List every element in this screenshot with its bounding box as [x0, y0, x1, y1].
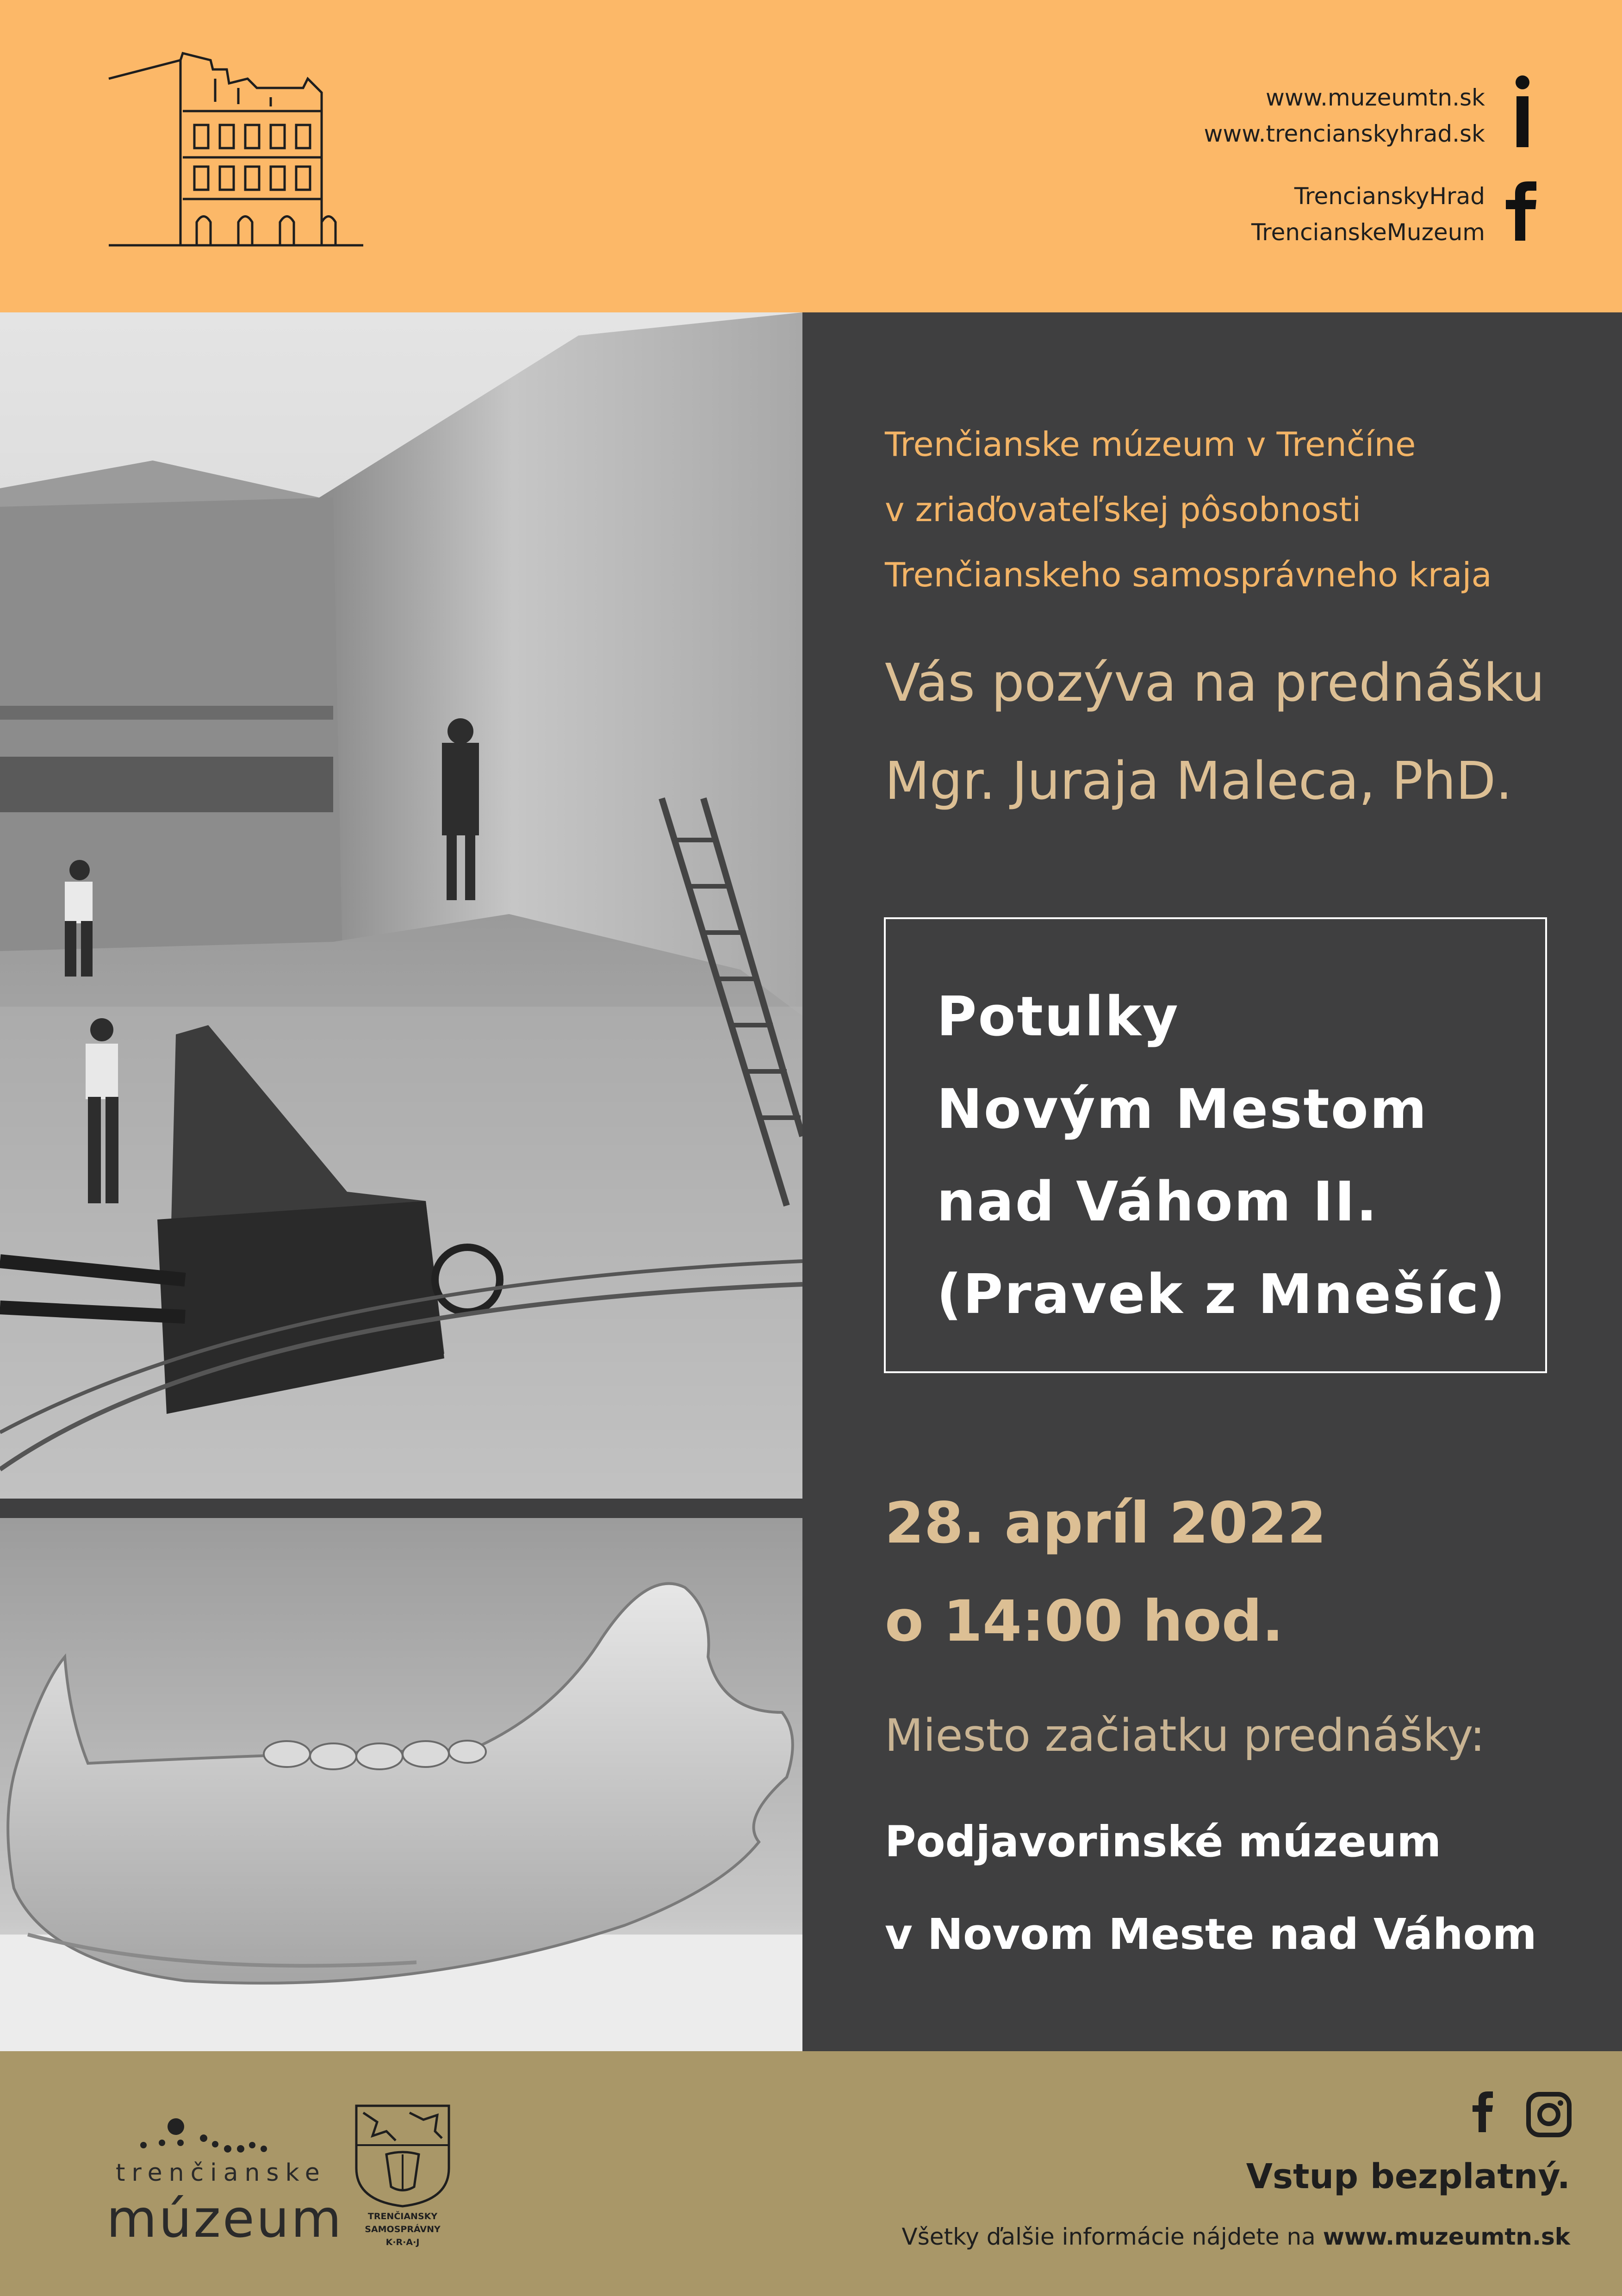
venue-line: Podjavorinské múzeum: [885, 1817, 1442, 1867]
museum-logo: [106, 2117, 343, 2249]
title-line: nad Váhom II.: [937, 1170, 1379, 1233]
jawbone-photo: [0, 1518, 802, 2051]
facebook-castle-link[interactable]: TrencianskyHrad: [1294, 183, 1485, 210]
more-info: [902, 2223, 1570, 2250]
info-icon: [1511, 74, 1534, 148]
intro-line: Trenčianskeho samosprávneho kraja: [885, 555, 1492, 594]
web-links: [1204, 80, 1485, 152]
region-crest: [354, 2103, 451, 2270]
footer-band: [0, 2051, 1622, 2296]
more-info-link[interactable]: www.muzeumtn.sk: [1323, 2223, 1570, 2250]
crest-caption: [354, 2210, 451, 2249]
crest-caption-line: SAMOSPRÁVNY: [365, 2224, 441, 2234]
website-link[interactable]: www.muzeumtn.sk: [1266, 84, 1485, 111]
crest-caption-line: K·R·A·J: [385, 2237, 420, 2247]
header-band: [0, 0, 1622, 312]
logo-word-small: trenčianske: [116, 2159, 326, 2187]
intro-line: Trenčianske múzeum v Trenčíne: [885, 425, 1416, 464]
castle-website-link[interactable]: www.trencianskyhrad.sk: [1204, 120, 1485, 147]
intro-line: v zriaďovateľskej pôsobnosti: [885, 490, 1361, 529]
admission-note: Vstup bezplatný.: [1246, 2157, 1570, 2196]
excavation-photo: [0, 312, 802, 1499]
crest-shield-icon: [354, 2103, 451, 2208]
invitation: [885, 634, 1545, 830]
logo-dots: [106, 2117, 324, 2164]
lecture-title-box: [884, 917, 1547, 1373]
event-datetime: [885, 1474, 1326, 1670]
venue-label: Miesto začiatku prednášky:: [885, 1710, 1485, 1761]
title-line: (Pravek z Mnešíc): [937, 1262, 1507, 1326]
logo-word-large: múzeum: [106, 2189, 343, 2249]
facebook-icon[interactable]: [1472, 2091, 1494, 2132]
castle-logo-icon: [104, 51, 368, 255]
event-time: o 14:00 hod.: [885, 1588, 1284, 1654]
organizer-intro: [885, 412, 1492, 608]
more-info-text: Všetky ďalšie informácie nájdete na: [901, 2223, 1323, 2250]
title-line: Novým Mestom: [937, 1077, 1428, 1141]
event-date: 28. apríl 2022: [885, 1490, 1327, 1556]
invite-line: Vás pozýva na prednášku: [885, 653, 1545, 713]
instagram-icon[interactable]: [1526, 2091, 1572, 2138]
crest-caption-line: TRENČIANSKY: [367, 2211, 438, 2221]
speaker-name: Mgr. Juraja Maleca, PhD.: [885, 751, 1512, 811]
venue-line: v Novom Meste nad Váhom: [885, 1910, 1537, 1959]
facebook-museum-link[interactable]: TrencianskeMuzeum: [1251, 219, 1485, 246]
venue: [885, 1796, 1537, 1981]
facebook-icon: [1505, 180, 1537, 241]
lecture-title: [937, 970, 1507, 1340]
social-links: [1251, 178, 1485, 250]
title-line: Potulky: [937, 984, 1180, 1048]
